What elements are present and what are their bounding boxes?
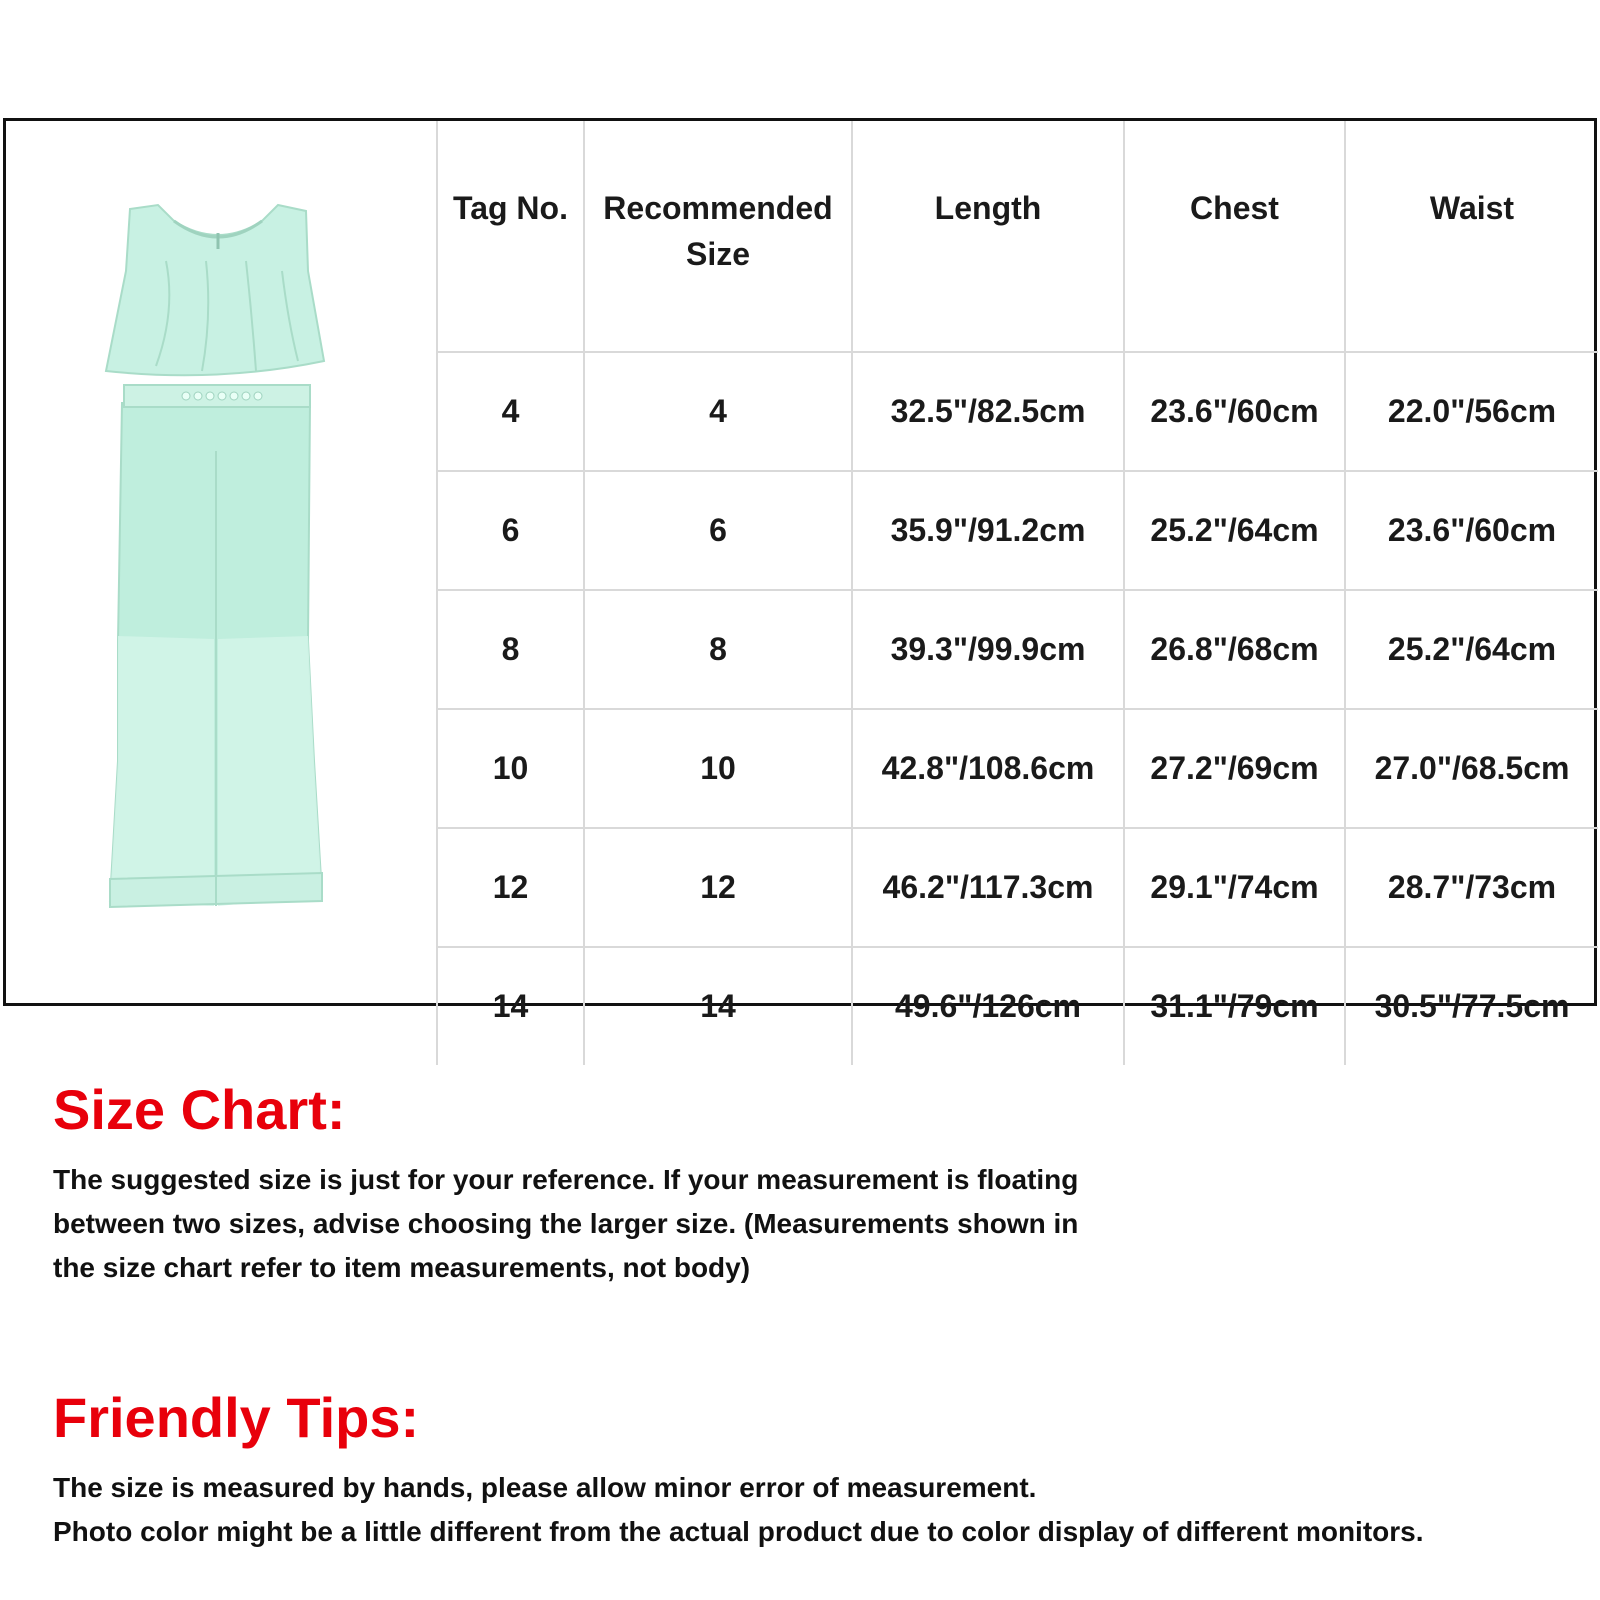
table-row — [437, 709, 1598, 828]
jumpsuit-top — [106, 205, 324, 375]
cell-tag-no: 4 — [437, 352, 584, 471]
cell-tag-no: 10 — [437, 709, 584, 828]
cell-chest: 27.2"/69cm — [1124, 709, 1345, 828]
cell-recommended-size: 8 — [584, 590, 852, 709]
cell-length: 39.3"/99.9cm — [852, 590, 1124, 709]
cell-length: 42.8"/108.6cm — [852, 709, 1124, 828]
size-chart-frame — [3, 118, 1597, 1024]
size-chart-line: the size chart refer to item measurements, not body) — [53, 1252, 751, 1283]
cell-tag-no: 12 — [437, 828, 584, 947]
cell-length: 49.6"/126cm — [852, 947, 1124, 1065]
header-length: Length — [852, 121, 1124, 352]
friendly-tips-title: Friendly Tips: — [53, 1386, 420, 1449]
cell-chest: 25.2"/64cm — [1124, 471, 1345, 590]
cell-length: 46.2"/117.3cm — [852, 828, 1124, 947]
sheer-leg-panel — [110, 636, 214, 906]
header-tag-no: Tag No. — [437, 121, 584, 352]
cell-waist: 23.6"/60cm — [1345, 471, 1598, 590]
cell-length: 35.9"/91.2cm — [852, 471, 1124, 590]
cell-recommended-size: 12 — [584, 828, 852, 947]
cell-tag-no: 6 — [437, 471, 584, 590]
cell-waist: 25.2"/64cm — [1345, 590, 1598, 709]
cell-chest: 29.1"/74cm — [1124, 828, 1345, 947]
table-header-row — [437, 121, 1598, 352]
cell-chest: 26.8"/68cm — [1124, 590, 1345, 709]
cell-waist: 27.0"/68.5cm — [1345, 709, 1598, 828]
sheer-leg-panel — [218, 636, 322, 906]
table-row — [437, 352, 1598, 471]
cell-recommended-size: 10 — [584, 709, 852, 828]
cell-recommended-size: 6 — [584, 471, 852, 590]
table-row — [437, 947, 1598, 1065]
header-waist: Waist — [1345, 121, 1598, 352]
cell-recommended-size: 14 — [584, 947, 852, 1065]
table-row — [437, 471, 1598, 590]
friendly-tips-line: The size is measured by hands, please allow minor error of measurement. — [53, 1472, 1037, 1503]
header-chest: Chest — [1124, 121, 1345, 352]
cell-waist: 28.7"/73cm — [1345, 828, 1598, 947]
header-recommended-size: Recommended Size — [584, 121, 852, 352]
friendly-tips-line: Photo color might be a little different from the actual product due to color display of different monitors. — [53, 1516, 1424, 1547]
cell-length: 32.5"/82.5cm — [852, 352, 1124, 471]
friendly-tips-description — [53, 1466, 1424, 1554]
jeweled-waistband — [124, 385, 310, 407]
size-chart-line: The suggested size is just for your reference. If your measurement is floating — [53, 1164, 1079, 1195]
cell-chest: 31.1"/79cm — [1124, 947, 1345, 1065]
cell-waist: 22.0"/56cm — [1345, 352, 1598, 471]
table-row — [437, 828, 1598, 947]
size-chart-description — [53, 1158, 1078, 1290]
size-chart-title: Size Chart: — [53, 1078, 346, 1141]
cell-chest: 23.6"/60cm — [1124, 352, 1345, 471]
mint-jumpsuit-illustration — [6, 121, 436, 1003]
cell-recommended-size: 4 — [584, 352, 852, 471]
cell-tag-no: 8 — [437, 590, 584, 709]
cell-tag-no: 14 — [437, 947, 584, 1065]
size-table — [436, 121, 1598, 1065]
cell-waist: 30.5"/77.5cm — [1345, 947, 1598, 1065]
size-chart-line: between two sizes, advise choosing the larger size. (Measurements shown in — [53, 1208, 1079, 1239]
table-row — [437, 590, 1598, 709]
